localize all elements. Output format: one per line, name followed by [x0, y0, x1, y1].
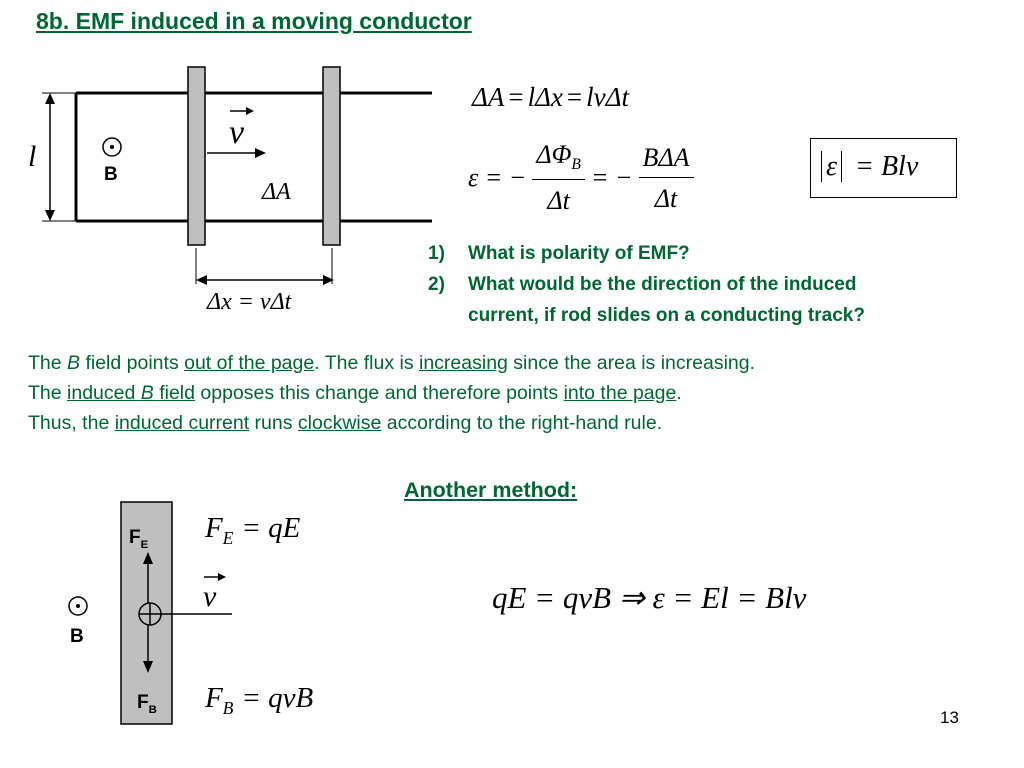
fe-label: $F_E$ — [129, 527, 149, 551]
result-equation: qE = qvB ⇒ ε = El = Blv — [492, 580, 807, 615]
another-method-heading: Another method: — [404, 478, 578, 502]
fb-label: $F_B$ — [137, 692, 157, 716]
rail-diagram — [0, 0, 460, 330]
question-1: 1) What is polarity of EMF? — [428, 243, 690, 264]
field-label-b-2: B — [70, 626, 84, 647]
questions-list — [428, 238, 865, 331]
rod-right — [323, 67, 340, 245]
velocity-label: v — [229, 114, 245, 151]
explanation-line-1: The B field points out of the page. The flux is increasing since the area is increasing. — [28, 352, 756, 374]
area-fraction: $\frac{\text{BΔA}}{\Delta t}$ — [639, 145, 694, 212]
emf-equation: ε = − $\frac{\Delta\Phi_B}{\Delta t}$ = − $\frac{\text{BΔA}}{\Delta t}$ — [468, 138, 700, 218]
flux-fraction: $\frac{\Delta\Phi_B}{\Delta t}$ — [532, 142, 585, 214]
displacement-label: Δx = vΔt — [207, 289, 292, 315]
length-label: l — [28, 140, 37, 173]
field-label-b: B — [104, 164, 118, 185]
velocity-label-2: v — [203, 580, 217, 613]
area-label: ΔA — [262, 179, 291, 205]
slide-title: 8b. EMF induced in a moving conductor — [36, 8, 472, 34]
explanation-line-3: Thus, the induced current runs clockwise according to the right-hand rule. — [28, 412, 663, 434]
abs-value-emf: ε — [821, 151, 842, 182]
explanation-line-2: The induced B field opposes this change and therefore points into the page. — [28, 382, 682, 404]
question-2: 2) What would be the direction of the induced — [428, 274, 857, 295]
boxed-emf-result: ε = Blv — [810, 138, 957, 198]
fb-equation: $F_B$ = qvB — [205, 682, 314, 718]
area-equation: ΔA = lΔx = lvΔt — [472, 82, 629, 112]
fe-equation: $F_E$ = qE — [205, 512, 301, 548]
page-number: 13 — [940, 708, 959, 727]
explanation-paragraph — [28, 348, 755, 438]
question-2-continuation: current, if rod slides on a conducting track? — [468, 305, 865, 326]
rod-left — [188, 67, 205, 245]
